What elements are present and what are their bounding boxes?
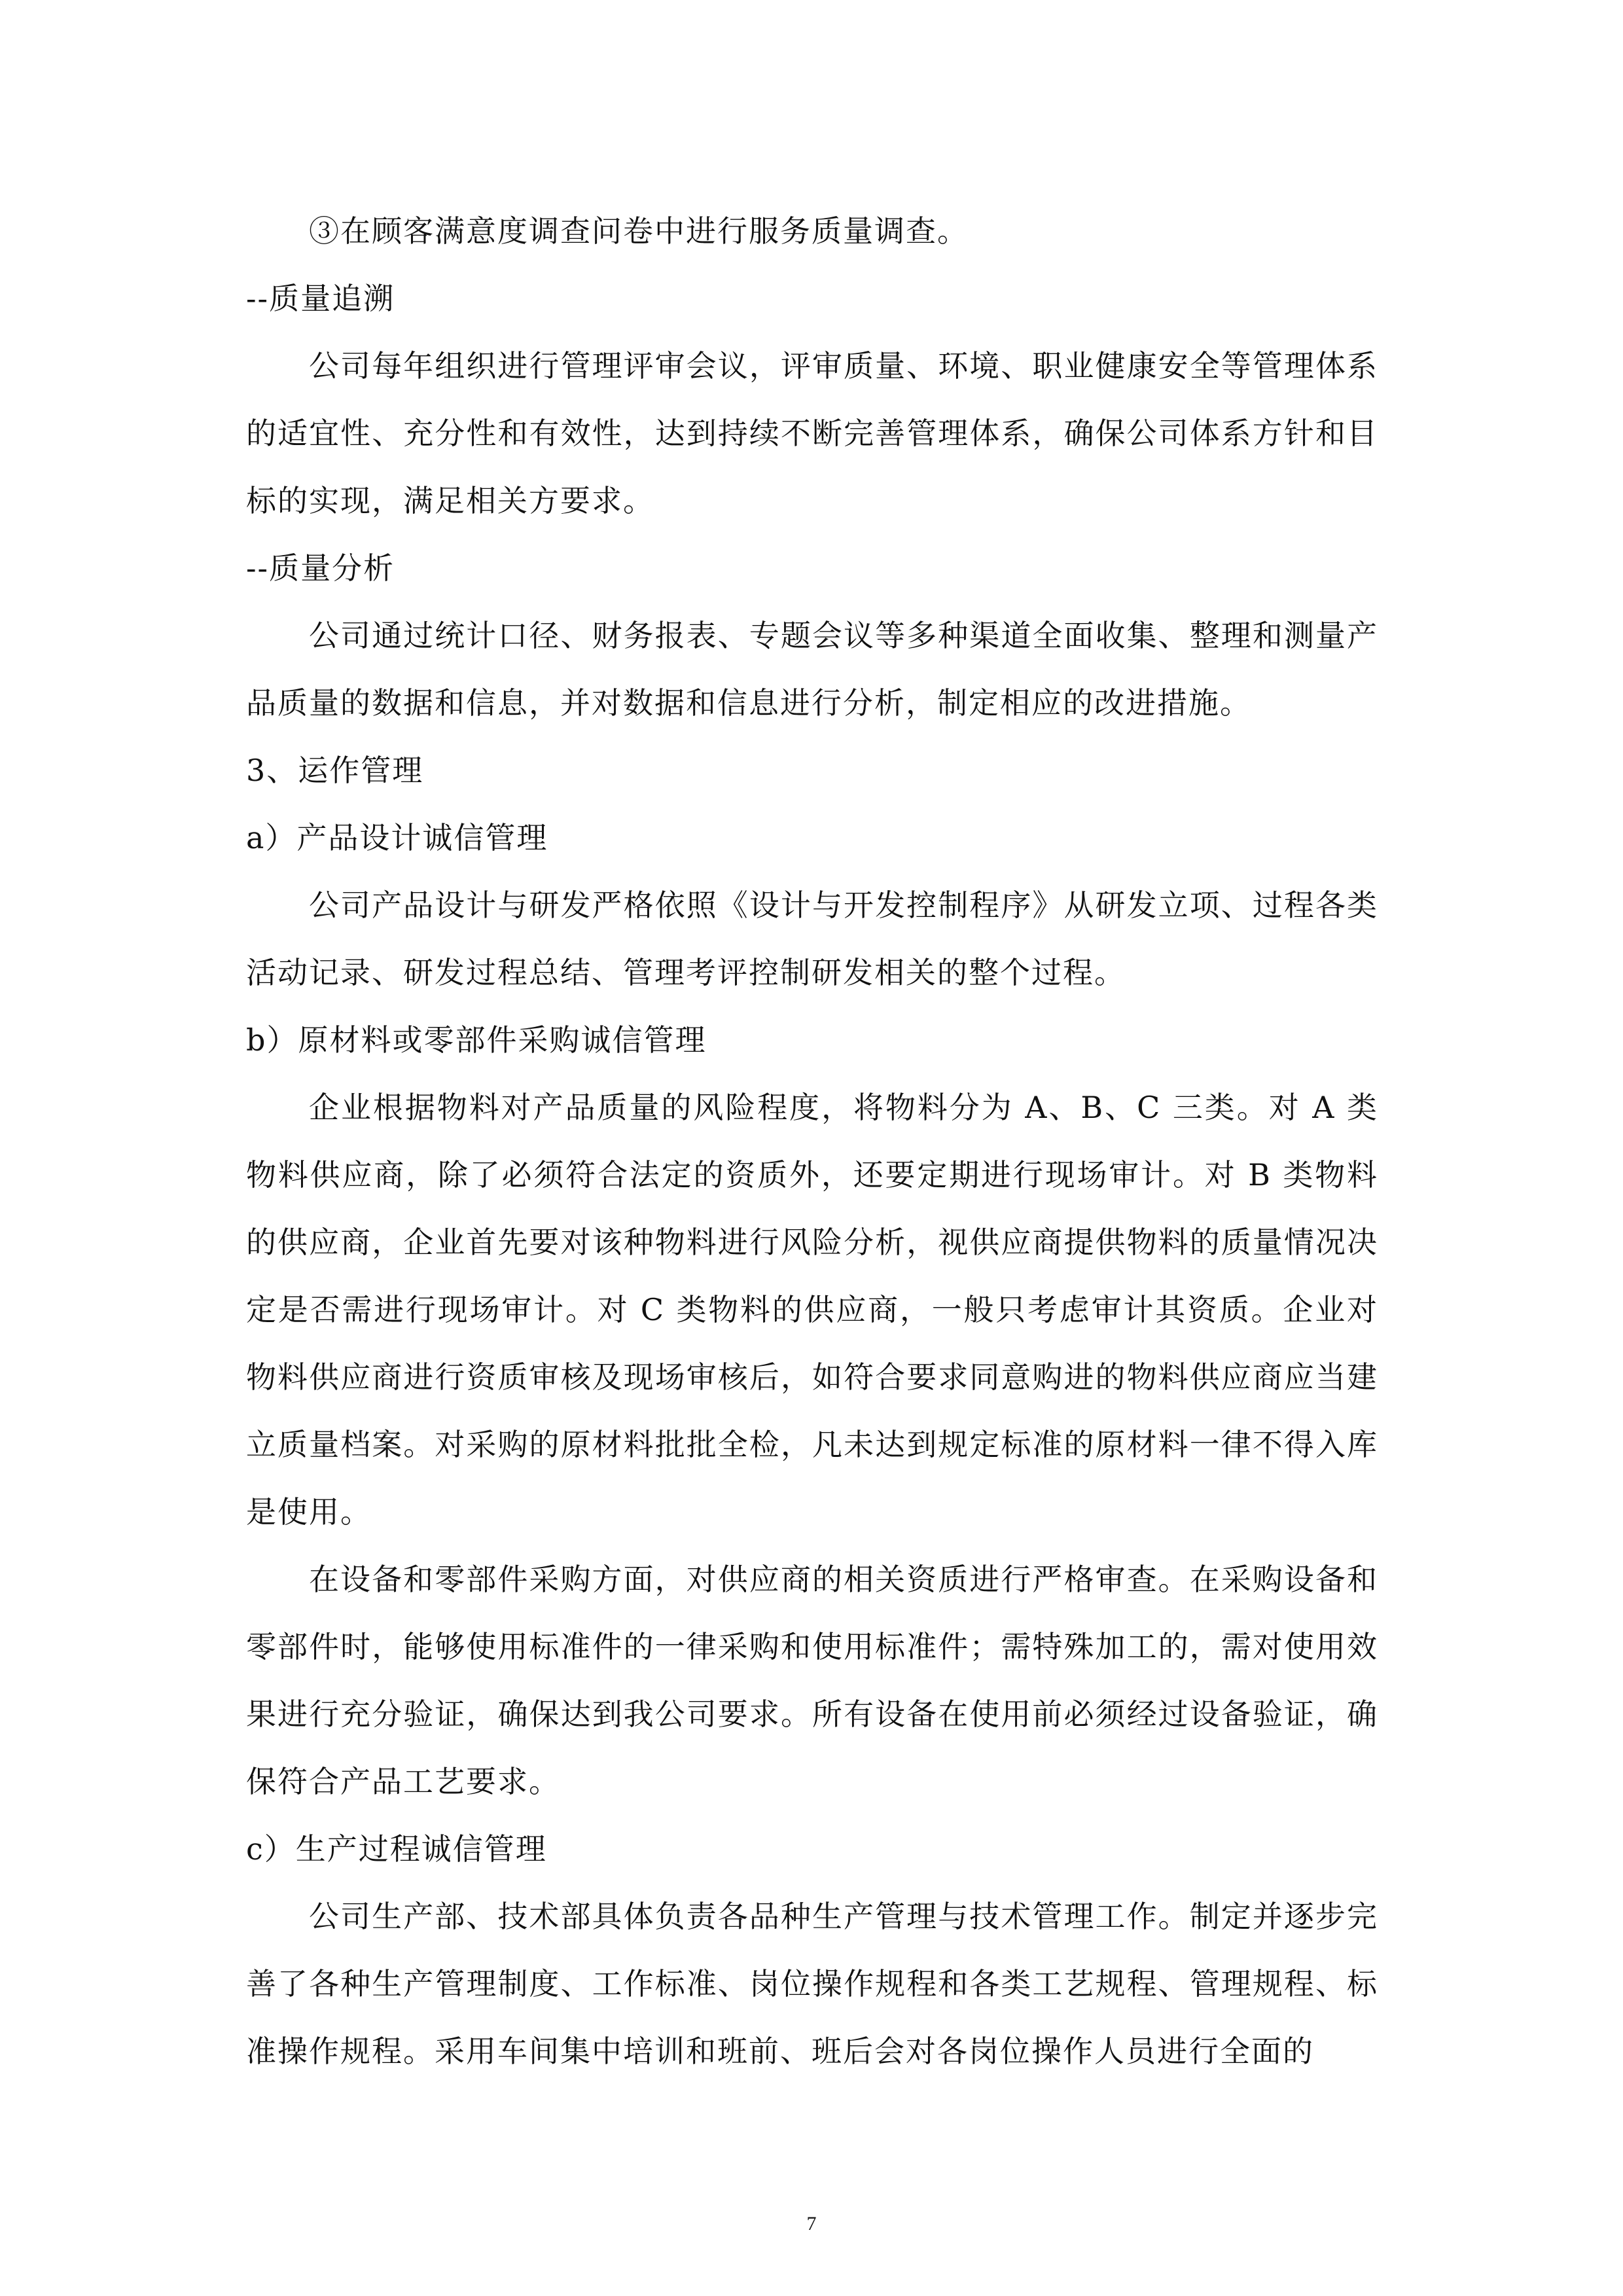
paragraph-survey: ③在顾客满意度调查问卷中进行服务质量调查。 xyxy=(309,213,969,249)
paragraph-data-collection: 公司通过统计口径、财务报表、专题会议等多种渠道全面收集、整理和测量产品质量的数据和信息，并对数据和信息进行分析，制定相应的改进措施。 xyxy=(246,618,1378,721)
heading-product-design: a）产品设计诚信管理 xyxy=(246,820,548,855)
paragraph-production-management: 公司生产部、技术部具体负责各品种生产管理与技术管理工作。制定并逐步完善了各种生产管理制度、工作标准、岗位操作规程和各类工艺规程、管理规程、标准操作规程。采用车间集中培训和班前、班后会对各岗位操作人员进行全面的 xyxy=(246,1899,1378,2069)
heading-operations-management: 3、运作管理 xyxy=(246,753,424,788)
paragraph-design-control: 公司产品设计与研发严格依照《设计与开发控制程序》从研发立项、过程各类活动记录、研发过程总结、管理考评控制研发相关的整个过程。 xyxy=(246,888,1378,990)
heading-quality-analysis: --质量分析 xyxy=(246,550,395,586)
paragraph-management-review: 公司每年组织进行管理评审会议，评审质量、环境、职业健康安全等管理体系的适宜性、充分性和有效性，达到持续不断完善管理体系，确保公司体系方针和目标的实现，满足相关方要求。 xyxy=(246,348,1378,518)
paragraph-supplier-classes: 企业根据物料对产品质量的风险程度，将物料分为 A、B、C 三类。对 A 类物料供应商，除了必须符合法定的资质外，还要定期进行现场审计。对 B 类物料的供应商，企业首先要对该种物料进行风险分析，视供应商提供物料的质量情况决定是否需进行现场审计。对 C 类物料的供应商，一般只考虑审计其资质。企业对物料供应商进行资质审核及现场审核后，如符合要求同意购进的物料供应商应当建立质量档案。对采购的原材料批批全检，凡未达到规定标准的原材料一律不得入库是使用。 xyxy=(246,1090,1378,1530)
heading-procurement: b）原材料或零部件采购诚信管理 xyxy=(246,1022,707,1058)
heading-production-process: c）生产过程诚信管理 xyxy=(246,1831,547,1867)
page-body xyxy=(246,198,1378,2085)
paragraph-equipment-procurement: 在设备和零部件采购方面，对供应商的相关资质进行严格审查。在采购设备和零部件时，能够使用标准件的一律采购和使用标准件；需特殊加工的，需对使用效果进行充分验证，确保达到我公司要求。所有设备在使用前必须经过设备验证，确保符合产品工艺要求。 xyxy=(246,1562,1378,1799)
heading-quality-traceability: --质量追溯 xyxy=(246,281,395,316)
page-number: 7 xyxy=(806,2213,817,2234)
